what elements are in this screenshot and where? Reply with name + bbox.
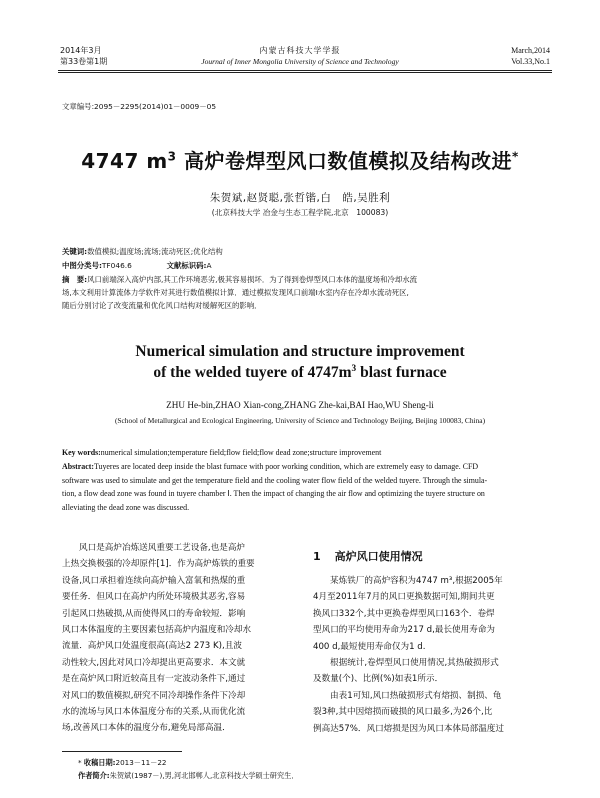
footnote-received: * 收稿日期:2013－11－22 [78, 758, 167, 767]
keywords-en: numerical simulation;temperature field;flow field;flow dead zone;structure improvement [100, 448, 382, 457]
left-col-line: 设备,风口承担着连续向高炉输入富氧和热煤的重 [62, 575, 246, 586]
author-bio-label: 作者简介: [78, 771, 110, 780]
right-col-line: 由表1可知,风口热破损形式有熔损、制损、龟 [330, 690, 502, 701]
abstract-en-line-1: Tuyeres are located deep inside the blast furnace with poor working condition, which are extremely easy to damage. CFD [94, 462, 479, 471]
section-title: 高炉风口使用情况 [334, 550, 423, 563]
header-rule-bottom [58, 72, 552, 73]
abstract-cn-line-2: 场,本文利用计算流体力学软件对其进行数值模拟计算．通过模拟发现风口前端Ⅰ水室内存在冷却水流动死区, [62, 288, 409, 297]
keywords-cn-block [62, 245, 552, 258]
section-number: 1 [313, 550, 321, 563]
left-col-line: 动性较大,因此对风口冷却提出更高要求．本文就 [62, 657, 246, 668]
left-col-line: 引起风口热破损,从而使得风口的寿命较短．影响 [62, 608, 246, 619]
right-col-line: 换风口332个,其中更换卷焊型风口163个．卷焊 [313, 608, 495, 619]
abstract-en [62, 460, 556, 514]
header-journal [150, 45, 450, 67]
received-date: 2013－11－22 [115, 758, 167, 767]
abstract-en-line-3: tion, a flow dead zone was found in tuyere chamber Ⅰ. Then the impact of changing the air flow and optimizing the tuyere structure on [62, 489, 485, 499]
keywords-en-block [62, 446, 554, 460]
right-col-line: 4月至2011年7月的风口更换数据可知,期间共更 [313, 592, 495, 603]
authors-en: ZHU He-bin,ZHAO Xian-cong,ZHANG Zhe-kai,BAI Hao,WU Sheng-li [166, 400, 434, 410]
title-en-rest: blast furnace [356, 364, 447, 381]
footnote-rule [62, 751, 182, 752]
title-cn-prefix: 4747 m [81, 149, 168, 173]
left-col-line: 是在高炉风口附近较高且有一定波动条件下,通过 [62, 674, 246, 685]
keywords-cn-label: 关键词: [62, 247, 88, 256]
right-col-line: 及数量(个)、比例(%)如表1所示． [313, 674, 444, 685]
body-right-column [313, 573, 553, 737]
clc-value: TF046.6 [101, 261, 132, 270]
title-en-prefix: of the welded tuyere of 4747m [153, 364, 352, 381]
title-en-line-2 [0, 364, 600, 382]
abstract-en-label: Abstract: [62, 462, 94, 471]
left-col-line: 风口本体温度的主要因素包括高炉内温度和冷却水 [62, 625, 252, 636]
clc-label: 中图分类号: [62, 261, 102, 270]
left-col-line: 场,改善风口本体的温度分布,避免局部高温． [62, 723, 231, 734]
title-en-sup: 3 [351, 363, 357, 374]
title-cn [0, 145, 600, 174]
right-col-line: 某炼铁厂的高炉容积为4747 m³,根据2005年 [330, 576, 503, 586]
doc-code-label: 文献标识码: [166, 261, 207, 270]
received-label: 收稿日期: [83, 758, 116, 767]
left-col-line: 风口是高炉冶炼送风重要工艺设备,也是高炉 [79, 543, 246, 553]
header-rule-top [58, 70, 552, 71]
body-left-column [62, 540, 292, 737]
right-col-line: 400 d,最短使用寿命仅为1 d. [313, 641, 426, 652]
right-col-line: 例高达57%．风口熔损是因为风口本体局部温度过 [313, 723, 504, 734]
abstract-en-line-2: software was used to simulate and get the temperature field and the cooling water flow field of the welded tuyere. Through the simula- [62, 475, 488, 485]
doc-code-value: A [206, 261, 212, 270]
left-col-line: 上热交换极强的冷却原件[1]．作为高炉炼铁的重要 [62, 559, 255, 570]
abstract-en-line-4: alleviating the dead zone was discussed. [62, 502, 190, 512]
header-vol: Vol.33,No.1 [511, 57, 550, 66]
abstract-cn-line-1: 风口前端深入高炉内部,其工作环境恶劣,极其容易损坏．为了得到卷焊型风口本体的温度场和冷却水流 [87, 275, 418, 284]
title-cn-mark: * [512, 149, 519, 164]
abstract-cn [62, 273, 554, 312]
abstract-cn-label: 摘 要: [62, 275, 88, 284]
classification-block [62, 259, 552, 272]
keywords-en-label: Key words: [62, 448, 101, 457]
header-date [60, 45, 107, 67]
header-month: March,2014 [511, 46, 550, 55]
article-number: 文章编号:2095－2295(2014)01－0009－05 [62, 102, 217, 111]
left-col-line: 水的流场与风口本体温度分布的关系,从而优化流 [62, 707, 246, 718]
authors-cn: 朱贺斌,赵贤聪,张哲锴,白 皓,吴胜利 [209, 192, 391, 204]
right-col-line: 根据统计,卷焊型风口使用情况,其热破损形式 [330, 658, 499, 669]
header-issue-date: 2014年3月 [60, 46, 102, 55]
right-col-line: 裂3种,其中因熔损而破损的风口最多,为26个,比 [313, 707, 493, 718]
keywords-cn: 数值模拟;温度场;流场;流动死区;优化结构 [87, 247, 223, 256]
abstract-cn-line-3: 随后分别讨论了改变流量和优化风口结构对缓解死区的影响． [62, 301, 262, 310]
section-heading-1 [313, 548, 423, 564]
left-col-line: 要任务．但风口在高炉内所处环境极其恶劣,容易 [62, 592, 246, 603]
left-col-line: 对风口的数值模拟,研究不同冷却操作条件下冷却 [62, 690, 246, 701]
affiliation-en: (School of Metallurgical and Ecological Engineering, University of Science and Technology Beijing, Beijing 100083, China) [114, 416, 486, 425]
title-cn-sup: 3 [167, 149, 177, 164]
author-bio: 朱贺斌(1987－),男,河北邯郸人,北京科技大学硕士研究生． [109, 771, 299, 780]
footnote-author [78, 770, 299, 782]
title-en-line-1: Numerical simulation and structure improvement [135, 343, 465, 360]
right-col-line: 型风口的平均使用寿命为217 d,最长使用寿命为 [313, 625, 496, 636]
journal-name-en: Journal of Inner Mongolia University of Science and Technology [201, 57, 399, 66]
header-volume: 第33卷第1期 [60, 57, 108, 66]
title-cn-rest: 高炉卷焊型风口数值模拟及结构改进 [176, 149, 512, 173]
left-col-line: 流量．高炉风口处温度很高(高达2 273 K),且波 [62, 641, 242, 652]
journal-name-cn: 内蒙古科技大学学报 [259, 46, 341, 55]
affiliation-cn: (北京科技大学 冶金与生态工程学院,北京 100083) [211, 208, 389, 217]
header-issue [470, 45, 550, 67]
